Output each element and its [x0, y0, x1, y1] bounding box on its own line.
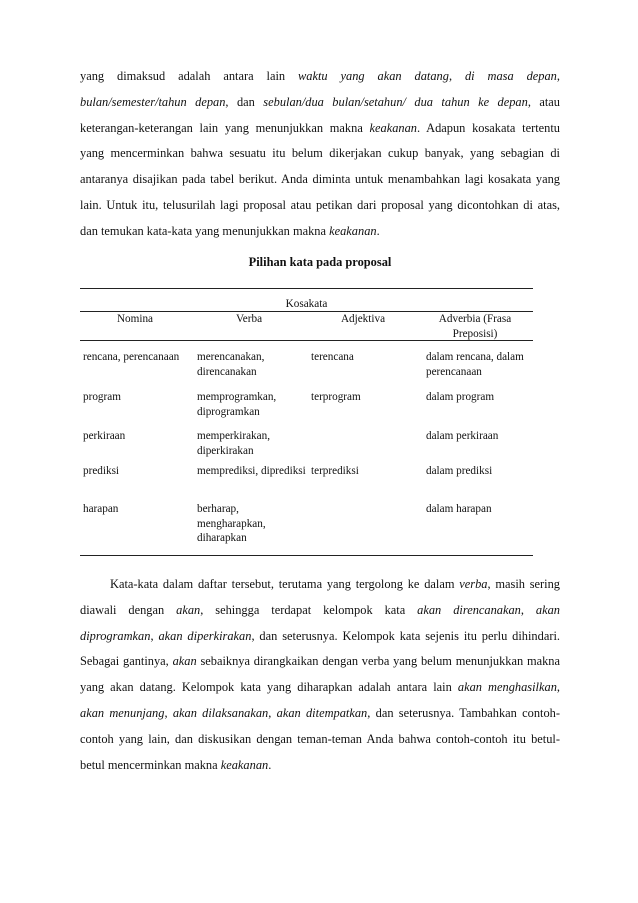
italic-term: akan — [172, 654, 197, 669]
text-run: diawali dengan — [80, 602, 177, 617]
table-cell: terprediksi — [311, 465, 359, 477]
table-cell: dalam prediksi — [426, 465, 493, 477]
text-run: Sebagai gantinya, — [80, 654, 173, 669]
text-line — [80, 116, 560, 142]
table-cell: merencanakan, direncanakan — [197, 351, 265, 378]
italic-term: keakanan — [220, 757, 269, 772]
table-cell: terprogram — [311, 391, 361, 403]
text-run: betul mencerminkan makna — [80, 757, 221, 772]
text-line — [80, 167, 560, 193]
text-run: , — [268, 705, 277, 720]
table-top-rule — [80, 288, 533, 289]
text-run: antaranya disajikan pada tabel berikut. Anda diminta untuk menambahkan lagi kosakata yang — [80, 172, 560, 187]
text-run: yang akan datang. Kelompok kata yang diharapkan adalah antara lain — [80, 680, 458, 695]
text-line — [80, 701, 560, 727]
text-run: , dan seterusnya. Kelompok kata sejenis itu perlu dihindari. — [251, 628, 560, 643]
italic-term: akan diperkirakan — [158, 628, 252, 643]
text-line — [80, 624, 560, 650]
text-line — [80, 219, 560, 245]
text-run: , masih sering — [487, 577, 561, 591]
group-header: Kosakata — [285, 298, 328, 310]
text-run: keterangan-keterangan lain yang menunjukkan makna — [80, 120, 370, 135]
italic-term: akan — [535, 602, 561, 617]
discussion-paragraph — [80, 572, 560, 778]
intro-paragraph — [80, 64, 560, 245]
table-cell: terencana — [311, 351, 354, 363]
text-run: . — [268, 757, 272, 772]
column-header-adjektiva: Adjektiva — [340, 313, 386, 325]
text-run: , — [448, 69, 465, 83]
column-header-nomina: Nomina — [116, 313, 154, 325]
table-bottom-rule — [80, 555, 533, 556]
italic-term: keakanan — [369, 120, 418, 135]
text-line — [80, 649, 560, 675]
text-run: yang dimaksud adalah antara lain — [80, 69, 299, 83]
italic-term: akan direncanakan — [417, 602, 521, 617]
header-bottom-rule — [80, 340, 533, 341]
italic-term: diprogramkan — [80, 628, 151, 643]
table-cell: memprediksi, diprediksi — [197, 465, 306, 477]
text-run: Kata-kata dalam daftar tersebut, terutama yang tergolong ke dalam — [110, 577, 460, 591]
text-run: , — [520, 602, 536, 617]
table-cell: prediksi — [83, 465, 120, 477]
table-cell: rencana, perencanaan — [83, 351, 180, 363]
text-line — [80, 64, 560, 90]
italic-term: waktu yang akan datang — [298, 69, 449, 83]
italic-term: akan ditempatkan — [276, 705, 368, 720]
text-line — [80, 598, 560, 624]
text-run: , atau — [527, 94, 561, 109]
italic-term: akan — [176, 602, 201, 617]
text-run: , dan seterusnya. Tambahkan contoh- — [367, 705, 560, 720]
table-cell: dalam harapan — [426, 503, 492, 515]
table-cell: dalam perkiraan — [426, 430, 499, 442]
text-line — [80, 572, 560, 598]
table-cell: berharap, mengharapkan, diharapkan — [197, 503, 266, 544]
text-run: lain. Untuk itu, telusurilah lagi proposal atau petikan dari proposal yang dicontohkan di atas, — [80, 197, 560, 212]
italic-term: bulan/semester/tahun depan — [80, 94, 226, 109]
text-run: , — [150, 628, 159, 643]
table-cell: dalam rencana, dalam perencanaan — [426, 351, 524, 378]
table-cell: perkiraan — [83, 430, 126, 442]
table-title: Pilihan kata pada proposal — [248, 255, 392, 269]
column-header-adverbia: Adverbia (Frasa Preposisi) — [438, 313, 512, 340]
text-line — [80, 727, 560, 753]
text-run: dan temukan kata-kata yang menunjukkan makna — [80, 223, 330, 238]
text-run: , sehingga terdapat kelompok kata — [200, 602, 418, 617]
text-run: sebaiknya dirangkaikan dengan verba yang belum menunjukkan makna — [196, 654, 560, 669]
text-run: yang mencerminkan bahwa sesuatu itu belum dikerjakan cukup banyak, yang sebagian di — [80, 146, 560, 161]
italic-term: akan menghasilkan — [457, 680, 557, 695]
text-run: . Adapun kosakata tertentu — [417, 120, 560, 135]
italic-term: akan dilaksanakan — [172, 705, 269, 720]
table-cell: dalam program — [426, 391, 495, 403]
text-line — [80, 675, 560, 701]
text-line — [80, 141, 560, 167]
text-run: , — [556, 680, 560, 695]
text-line — [80, 753, 560, 779]
italic-term: sebulan/dua bulan/setahun/ dua tahun ke depan — [263, 94, 528, 109]
text-line — [80, 90, 560, 116]
italic-term: di masa depan — [464, 69, 557, 83]
column-header-verba: Verba — [235, 313, 263, 325]
text-run: contoh yang lain, dan diskusikan dengan teman-teman Anda bahwa contoh-contoh itu betul- — [80, 731, 560, 746]
italic-term: keakanan — [329, 223, 377, 238]
italic-term: verba — [459, 577, 488, 591]
text-run: , — [556, 69, 560, 83]
table-cell: memperkirakan, diperkirakan — [197, 430, 270, 457]
text-run: , dan — [225, 94, 264, 109]
text-line — [80, 193, 560, 219]
text-run: , — [164, 705, 173, 720]
italic-term: akan menunjang — [80, 705, 165, 720]
text-run: . — [376, 223, 380, 238]
table-cell: memprogramkan, diprogramkan — [197, 391, 277, 418]
table-cell: program — [83, 391, 121, 403]
table-cell: harapan — [83, 503, 119, 515]
